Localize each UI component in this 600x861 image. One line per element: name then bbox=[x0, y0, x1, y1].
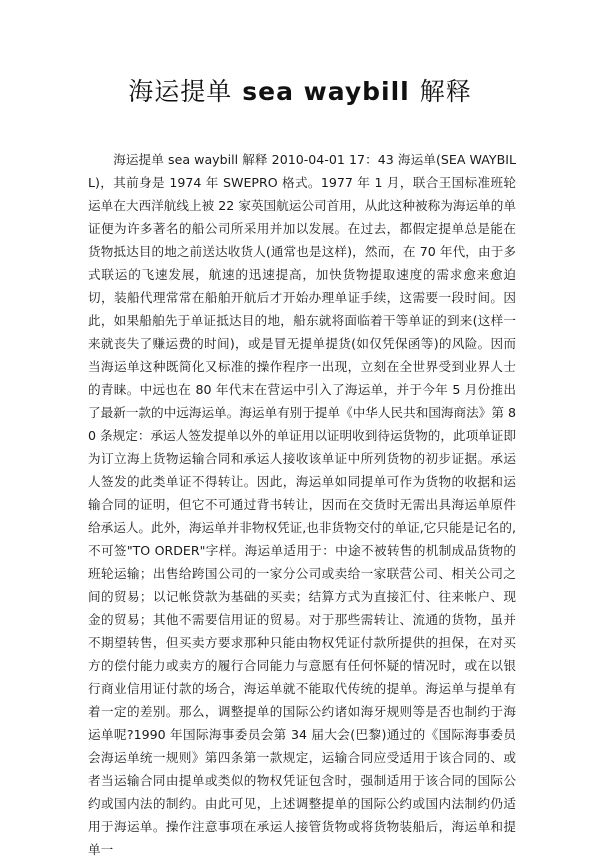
title-chinese-suffix: 解释 bbox=[419, 77, 472, 106]
title-chinese: 海运提单 bbox=[128, 77, 233, 106]
page-title bbox=[0, 72, 600, 108]
title-english: sea waybill bbox=[242, 77, 410, 106]
body-paragraph: 海运提单 sea waybill 解释 2010-04-01 17：43 海运单(SEA WAYBILL)，其前身是 1974 年 SWEPRO 格式。1977 年 1 月，联合王国标准班轮运单在大西洋航线上被 22 家英国航运公司首用，从此这种被称为海运单的单证便为许多著名的船公司所采用并加以发展。在过去，都假定提单总是能在货物抵达目的地之前送达收货人(通常也是这样)，然而，在 70 年代，由于多式联运的飞速发展，航速的迅速提高，加快货物提取速度的需求愈来愈迫切，装船代理常常在船舶开航后才开始办理单证手续，这需要一段时间。因此，如果船舶先于单证抵达目的地，船东就将面临着干等单证的到来(这样一来就丧失了赚运费的时间)，或是冒无提单提货(如仅凭保函等)的风险。因而当海运单这种既简化又标准的操作程序一出现，立刻在全世界受到业界人士的青睐。中远也在 80 年代末在营运中引入了海运单，并于今年 5 月份推出了最新一款的中远海运单。海运单有别于提单《中华人民共和国海商法》第 80 条规定：承运人签发提单以外的单证用以证明收到待运货物的，此项单证即为订立海上货物运输合同和承运人接收该单证中所列货物的初步证据。承运人签发的此类单证不得转让。因此，海运单如同提单可作为货物的收据和运输合同的证明，但它不可通过背书转让，因而在交货时无需出具海运单原件给承运人。此外，海运单并非物权凭证,也非货物交付的单证,它只能是记名的,不可签"TO ORDER"字样。海运单适用于：中途不被转售的机制成品货物的班轮运输；出售给跨国公司的一家分公司或卖给一家联营公司、相关公司之间的贸易；以记帐贷款为基础的买卖；结算方式为直接汇付、往来帐户、现金的贸易；其他不需要信用证的贸易。对于那些需转让、流通的货物，虽并不期望转售，但买卖方要求那种只能由物权凭证付款所提供的担保，在对买方的偿付能力或卖方的履行合同能力与意愿有任何怀疑的情况时，或在以银行商业信用证付款的场合，海运单就不能取代传统的提单。海运单与提单有着一定的差别。那么，调整提单的国际公约诸如海牙规则等是否也制约于海运单呢?1990 年国际海事委员会第 34 届大会(巴黎)通过的《国际海事委员会海运单统一规则》第四条第一款规定，运输合同应受适用于该合同的、或者当运输合同由提单或类似的物权凭证包含时，强制适用于该合同的国际公约或国内法的制约。由此可见，上述调整提单的国际公约或国内法制约仍适用于海运单。操作注意事项在承运人接管货物或将货物装船后，海运单和提单一 bbox=[88, 152, 516, 857]
